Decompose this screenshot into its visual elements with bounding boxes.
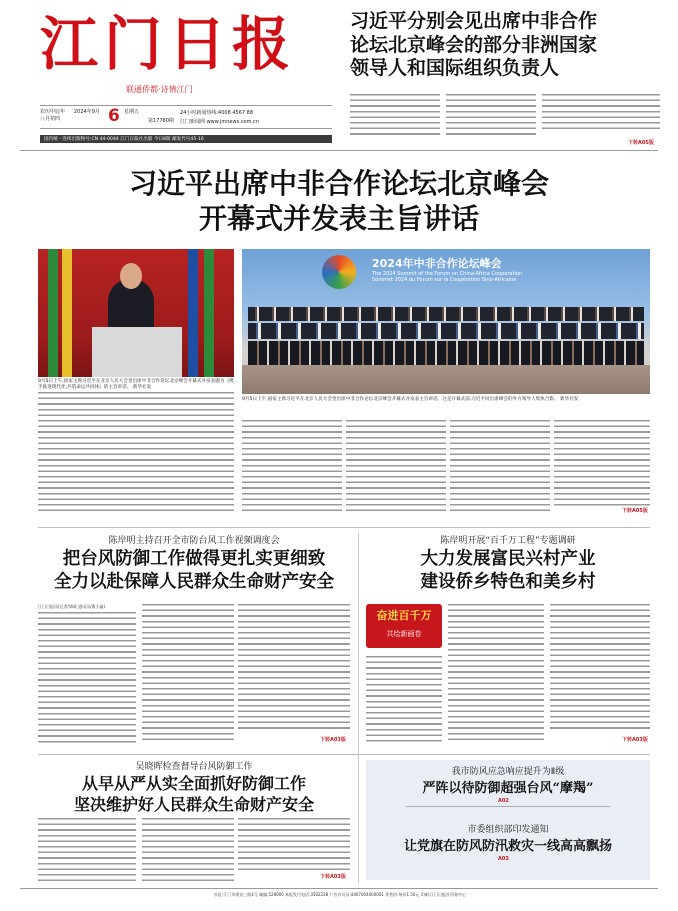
story-right-headline-line-1: 大力发展富民兴村产业 [420, 549, 596, 569]
footer-text: 社址:江门市建设三路1号 邮编:529000 本报发行电话:3502228 广告许可证:4407004000001 零售价:每份1.50元 印刷:江门日报社印务中心 [213, 892, 467, 897]
story-right-headline [366, 548, 650, 594]
slogan-part-1: 联通侨都 [126, 85, 158, 94]
lead-caption-right: 9月5日上午,国家主席习近平在北京人民大会堂出席中非合作论坛北京峰会开幕式并发表主旨讲话。这是开幕式前,习近平同出席峰会的外方领导人集体合影。 新华社发 [242, 397, 579, 402]
lead-headline-line-2: 开幕式并发表主旨讲话 [198, 202, 479, 235]
lead-photo-speech [38, 249, 234, 377]
top-story-body [350, 94, 440, 138]
website: 江门新闻网 www.jmnews.com.cn [180, 119, 259, 125]
story-bottom-col-2 [142, 818, 234, 882]
story-bottom-headline [38, 773, 350, 815]
top-story-body-2 [446, 94, 536, 138]
brief-2-title[interactable]: 让党旗在防风防汛救灾一线高高飘扬 [403, 839, 612, 854]
news-hotline: 24小时新闻热线:4008 4567 88 [180, 110, 254, 116]
story-right-col-2 [448, 604, 544, 744]
briefs-box [366, 760, 650, 880]
story-left-col-2 [142, 604, 234, 744]
masthead-slogan [126, 84, 193, 95]
lead-body-col-5 [554, 420, 650, 506]
story-left-col-1 [38, 612, 136, 744]
top-story-body-3 [542, 94, 660, 132]
story-bottom-jump[interactable]: 下转A03版 [320, 874, 346, 880]
masthead [0, 0, 678, 150]
lead-body-col-1 [38, 392, 234, 512]
lead-photo-group [242, 249, 650, 394]
info-strip-text: 国内统一连续出版物号:CN 44-0044 江门日报社出版 今日8版 邮发代号45-16 [44, 137, 204, 142]
masthead-divider [20, 150, 658, 151]
slogan-separator: · [158, 85, 161, 94]
story-left-kicker: 陈岸明主持召开全市防台风工作视频调度会 [108, 536, 280, 546]
story-bottom-kicker: 吴晓晖检查督导台风防御工作 [135, 762, 253, 772]
lead-body-col-3 [346, 420, 446, 512]
weekday: 星期五 [124, 109, 140, 115]
top-story-jump[interactable]: 下转A05版 [628, 140, 654, 146]
lead-headline-line-1: 习近平出席中非合作论坛北京峰会 [128, 167, 549, 200]
summit-logo-icon [322, 255, 356, 289]
story-left-col-3 [238, 604, 350, 732]
story-right-col-3 [550, 604, 650, 730]
story-left-headline-line-2: 全力以赴保障人民群众生命财产安全 [54, 572, 334, 592]
story-left-jump[interactable]: 下转A03版 [320, 737, 346, 743]
top-headline-line-2: 论坛北京峰会的部分非洲国家 [350, 33, 598, 56]
story-left-headline-line-1: 把台风防御工作做得更扎实更细致 [62, 549, 326, 569]
column-badge-bottom: 共绘新画卷 [386, 630, 422, 638]
lead-jump[interactable]: 下转A05版 [622, 508, 648, 514]
lead-body-col-4 [450, 420, 550, 512]
story-left-byline: 江门日报讯(记者/谭威 通讯员/曹小鑫) [38, 604, 106, 609]
lead-body-col-2 [242, 420, 342, 512]
issue-date: 2024年9月 [74, 109, 100, 115]
info-strip [40, 135, 332, 143]
story-bottom-col-1 [38, 818, 136, 882]
column-badge-top: 奋进百千万 [376, 609, 432, 622]
story-left-headline [38, 548, 350, 594]
footer-rule [20, 888, 658, 889]
lead-caption-left: 9月5日上午,国家主席习近平在北京人民大会堂出席中非合作论坛北京峰会开幕式并发表题为《携手推进现代化,共筑命运共同体》的主旨讲话。 新华社发 [38, 379, 234, 390]
brief-1-title[interactable]: 严阵以待防御超强台风“摩羯” [422, 781, 594, 796]
slogan-part-2: 诗情江门 [160, 85, 193, 94]
top-headline-line-1: 习近平分别会见出席中非合作 [350, 10, 598, 32]
newspaper-logo: 江门日报 [40, 10, 297, 78]
story-right-headline-line-2: 建设侨乡特色和美乡村 [420, 572, 596, 592]
issue-day: 6 [108, 106, 120, 126]
brief-2-jump[interactable]: A03 [498, 856, 509, 862]
lead-divider [38, 527, 650, 528]
story-bottom-headline-line-1: 从早从严从实全面抓好防御工作 [81, 774, 306, 793]
story-right-kicker: 陈岸明开展“百千万工程”专题调研 [440, 536, 576, 546]
story-right-jump[interactable]: 下转A03版 [622, 737, 648, 743]
brief-1-kicker: 我市防风应急响应提升为Ⅱ级 [451, 767, 565, 777]
issue-number: 第17760期 [148, 118, 174, 124]
summit-banner-cn: 2024年中非合作论坛峰会 [372, 257, 502, 270]
mid-divider [38, 754, 650, 755]
brief-1-jump[interactable]: A02 [498, 798, 509, 804]
story-bottom-col-3 [238, 818, 350, 870]
top-headline-line-3: 领导人和国际组织负责人 [350, 57, 560, 79]
summit-banner-fr: Sommet 2024 du Forum sur la Coopération Sino-Africaine [372, 277, 517, 283]
brief-2-kicker: 市委组织部印发通知 [467, 825, 549, 835]
story-right-col-1 [366, 656, 442, 744]
story-bottom-headline-line-2: 坚决维护好人民群众生命财产安全 [73, 795, 314, 814]
lead-headline [20, 166, 658, 236]
lunar-date: 农历甲辰年 八月初四 [40, 109, 66, 122]
issue-info [40, 105, 332, 129]
top-headline [350, 10, 650, 81]
brief-divider [406, 806, 610, 807]
column-badge [366, 604, 442, 648]
summit-banner-en: The 2024 Summit of the Forum on China-Africa Cooperation [372, 271, 523, 277]
column-divider [358, 533, 359, 883]
